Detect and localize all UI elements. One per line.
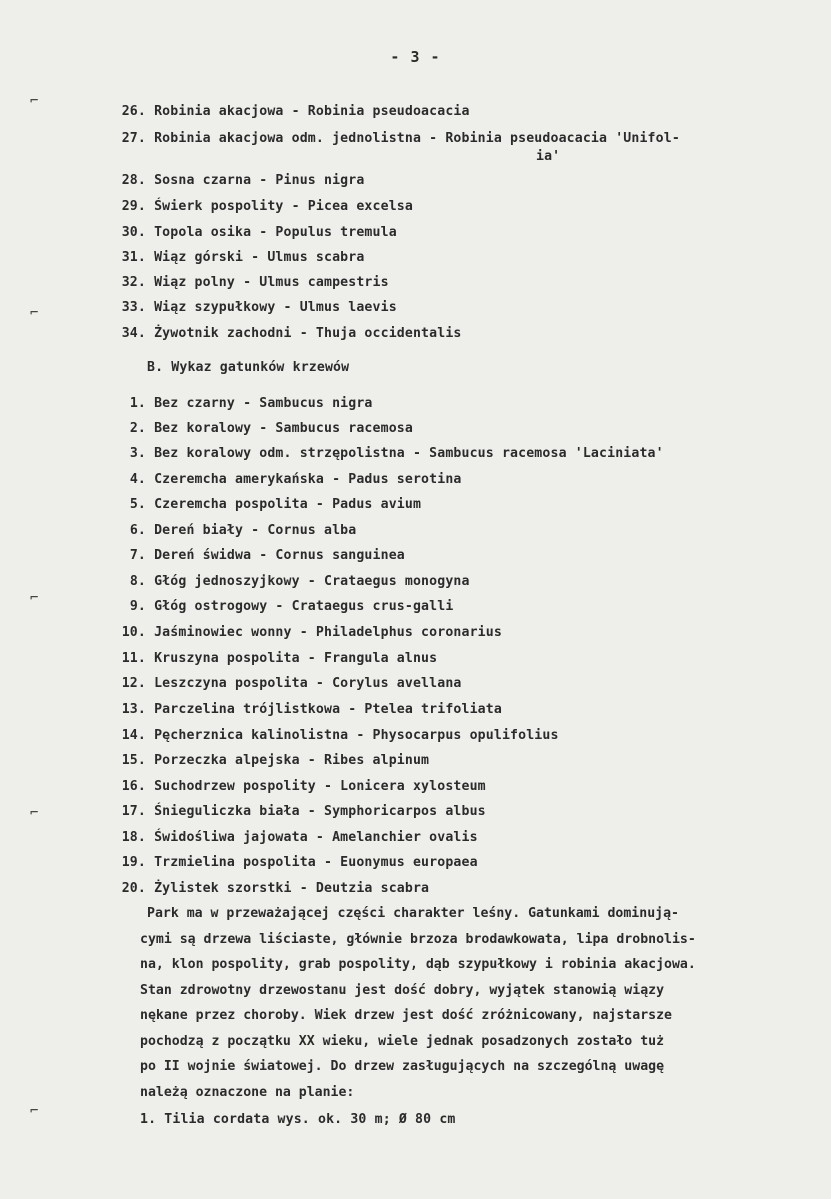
- list-item: 1. Tilia cordata wys. ok. 30 m; Ø 80 cm: [140, 1112, 456, 1127]
- list-item-continuation: ia': [536, 149, 561, 164]
- list-item: 28. Sosna czarna - Pinus nigra: [121, 173, 365, 188]
- list-item: 1. Bez czarny - Sambucus nigra: [129, 396, 373, 411]
- list-item: 8. Głóg jednoszyjkowy - Crataegus monogyna: [129, 574, 470, 589]
- section-heading: B. Wykaz gatunków krzewów: [147, 360, 350, 375]
- paragraph-line: należą oznaczone na planie:: [140, 1085, 355, 1100]
- list-item: 17. Śnieguliczka biała - Symphoricarpos albus: [121, 804, 486, 819]
- list-item: 9. Głóg ostrogowy - Crataegus crus-galli: [129, 599, 454, 614]
- list-item: 30. Topola osika - Populus tremula: [121, 225, 397, 240]
- paragraph-line: Park ma w przeważającej części charakter leśny. Gatunkami dominują-: [147, 906, 679, 921]
- list-item: 18. Świdośliwa jajowata - Amelanchier ovalis: [121, 830, 478, 845]
- list-item: 10. Jaśminowiec wonny - Philadelphus coronarius: [121, 625, 502, 640]
- list-item: 6. Dereń biały - Cornus alba: [129, 523, 357, 538]
- list-item: 3. Bez koralowy odm. strzępolistna - Sambucus racemosa 'Laciniata': [129, 446, 664, 461]
- margin-mark: ⌐: [30, 93, 39, 109]
- page-number: - 3 -: [390, 48, 441, 66]
- list-item: 31. Wiąz górski - Ulmus scabra: [121, 250, 365, 265]
- list-item: 16. Suchodrzew pospolity - Lonicera xylosteum: [121, 779, 486, 794]
- list-item: 33. Wiąz szypułkowy - Ulmus laevis: [121, 300, 397, 315]
- list-item: 34. Żywotnik zachodni - Thuja occidentalis: [121, 326, 462, 341]
- list-item: 5. Czeremcha pospolita - Padus avium: [129, 497, 422, 512]
- margin-mark: ⌐: [30, 590, 39, 606]
- paragraph-line: cymi są drzewa liściaste, głównie brzoza brodawkowata, lipa drobnolis-: [140, 932, 696, 947]
- list-item: 14. Pęcherznica kalinolistna - Physocarpus opulifolius: [121, 728, 559, 743]
- list-item: 12. Leszczyna pospolita - Corylus avellana: [121, 676, 462, 691]
- list-item: 15. Porzeczka alpejska - Ribes alpinum: [121, 753, 430, 768]
- list-item: 7. Dereń świdwa - Cornus sanguinea: [129, 548, 405, 563]
- paragraph-line: po II wojnie światowej. Do drzew zasługujących na szczególną uwagę: [140, 1059, 665, 1074]
- list-item: 32. Wiąz polny - Ulmus campestris: [121, 275, 389, 290]
- list-item: 19. Trzmielina pospolita - Euonymus europaea: [121, 855, 478, 870]
- list-item: 13. Parczelina trójlistkowa - Ptelea trifoliata: [121, 702, 502, 717]
- list-item: 26. Robinia akacjowa - Robinia pseudoacacia: [121, 104, 470, 119]
- paragraph-line: pochodzą z początku XX wieku, wiele jednak posadzonych zostało tuż: [140, 1034, 665, 1049]
- paragraph-line: na, klon pospolity, grab pospolity, dąb szypułkowy i robinia akacjowa.: [140, 957, 696, 972]
- margin-mark: ⌐: [30, 805, 39, 821]
- list-item: 20. Żylistek szorstki - Deutzia scabra: [121, 881, 430, 896]
- margin-mark: ⌐: [30, 305, 39, 321]
- paragraph-line: Stan zdrowotny drzewostanu jest dość dobry, wyjątek stanowią wiązy: [140, 983, 665, 998]
- list-item: 11. Kruszyna pospolita - Frangula alnus: [121, 651, 438, 666]
- margin-mark: ⌐: [30, 1103, 39, 1119]
- list-item: 27. Robinia akacjowa odm. jednolistna - Robinia pseudoacacia 'Unifol-: [121, 131, 680, 146]
- list-item: 2. Bez koralowy - Sambucus racemosa: [129, 421, 413, 436]
- list-item: 29. Świerk pospolity - Picea excelsa: [121, 199, 413, 214]
- list-item: 4. Czeremcha amerykańska - Padus serotina: [129, 472, 462, 487]
- paragraph-line: nękane przez choroby. Wiek drzew jest dość zróżnicowany, najstarsze: [140, 1008, 672, 1023]
